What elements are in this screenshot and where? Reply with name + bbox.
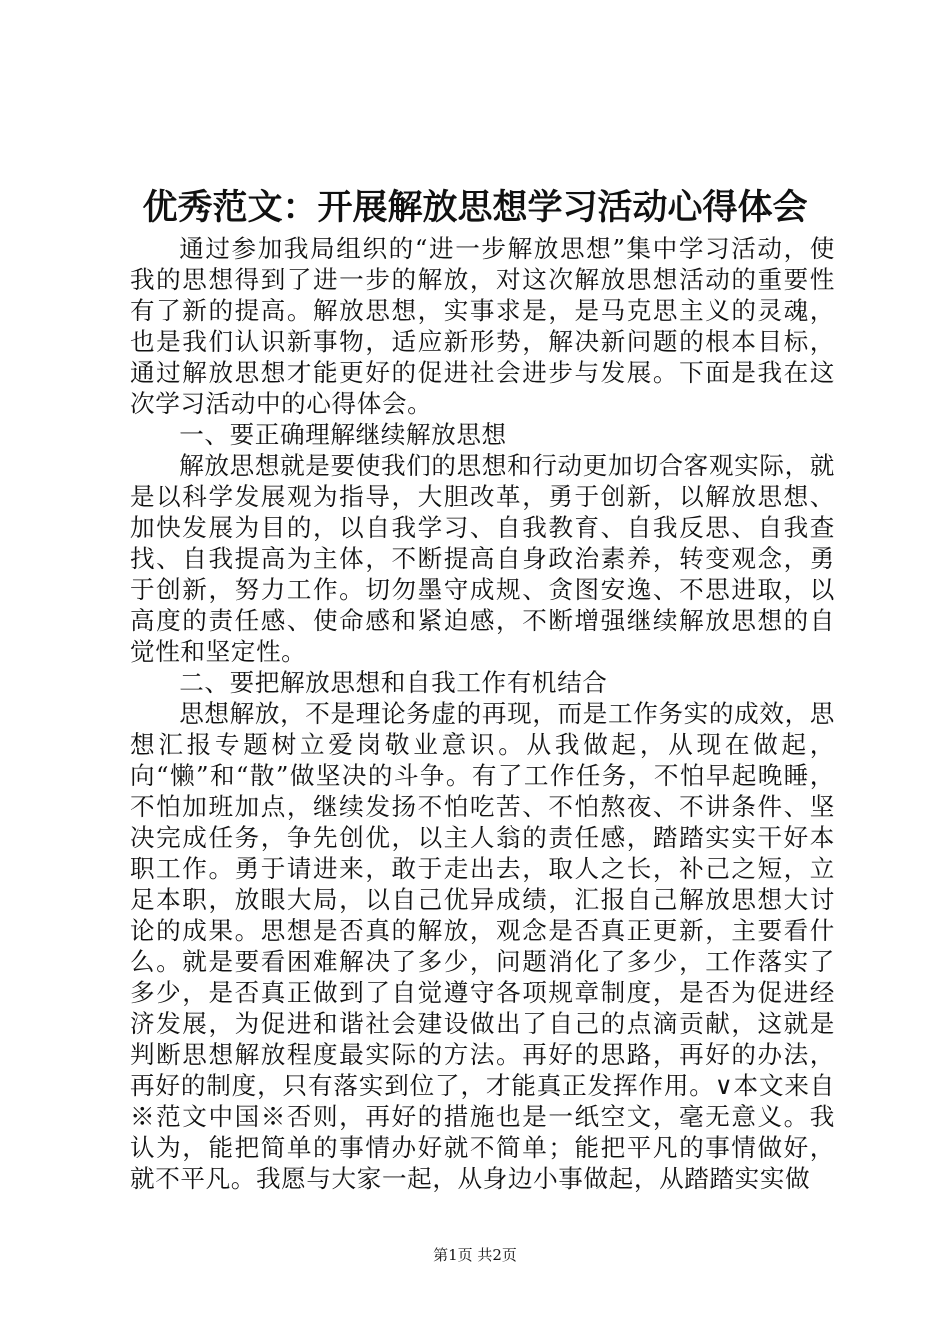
document-title: 优秀范文：开展解放思想学习活动心得体会: [142, 187, 808, 228]
section-heading: 二、要把解放思想和自我工作有机结合: [179, 668, 608, 697]
body-paragraph: 通过参加我局组织的“进一步解放思想”集中学习活动，使我的思想得到了进一步的解放，对这次解放思想活动的重要性有了新的提高。解放思想，实事求是，是马克思主义的灵魂，也是我们认识新事物，适应新形势，解决新问题的根本目标，通过解放思想才能更好的促进社会进步与发展。下面是我在这次学习活动中的心得体会。: [130, 234, 835, 418]
document-body: [130, 233, 835, 1194]
section-heading: 一、要正确理解继续解放思想: [179, 420, 507, 449]
page-number-footer: 第1页 共2页: [433, 1246, 517, 1264]
body-paragraph: 解放思想就是要使我们的思想和行动更加切合客观实际，就是以科学发展观为指导，大胆改革，勇于创新，以解放思想、加快发展为目的，以自我学习、自我教育、自我反思、自我查找、自我提高为主体，不断提高自身政治素养，转变观念，勇于创新，努力工作。切勿墨守成规、贪图安逸、不思进取，以高度的责任感、使命感和紧迫感，不断增强继续解放思想的自觉性和坚定性。: [130, 451, 835, 666]
body-paragraph: 思想解放，不是理论务虚的再现，而是工作务实的成效，思想汇报专题树立爱岗敬业意识。从我做起，从现在做起，向“懒”和“散”做坚决的斗争。有了工作任务，不怕早起晚睡，不怕加班加点，继续发扬不怕吃苦、不怕熬夜、不讲条件、坚决完成任务，争先创优，以主人翁的责任感，踏踏实实干好本职工作。勇于请进来，敢于走出去，取人之长，补己之短，立足本职，放眼大局，以自己优异成绩，汇报自己解放思想大讨论的成果。思想是否真的解放，观念是否真正更新，主要看什么。就是要看困难解决了多少，问题消化了多少，工作落实了多少，是否真正做到了自觉遵守各项规章制度，是否为促进经济发展，为促进和谐社会建设做出了自己的点滴贡献，这就是判断思想解放程度最实际的方法。再好的思路，再好的办法，再好的制度，只有落实到位了，才能真正发挥作用。∨本文来自※范文中国※否则，再好的措施也是一纸空文，毫无意义。我认为，能把简单的事情办好就不简单；能把平凡的事情做好，就不平凡。我愿与大家一起，从身边小事做起，从踏踏实实做: [130, 699, 835, 1193]
